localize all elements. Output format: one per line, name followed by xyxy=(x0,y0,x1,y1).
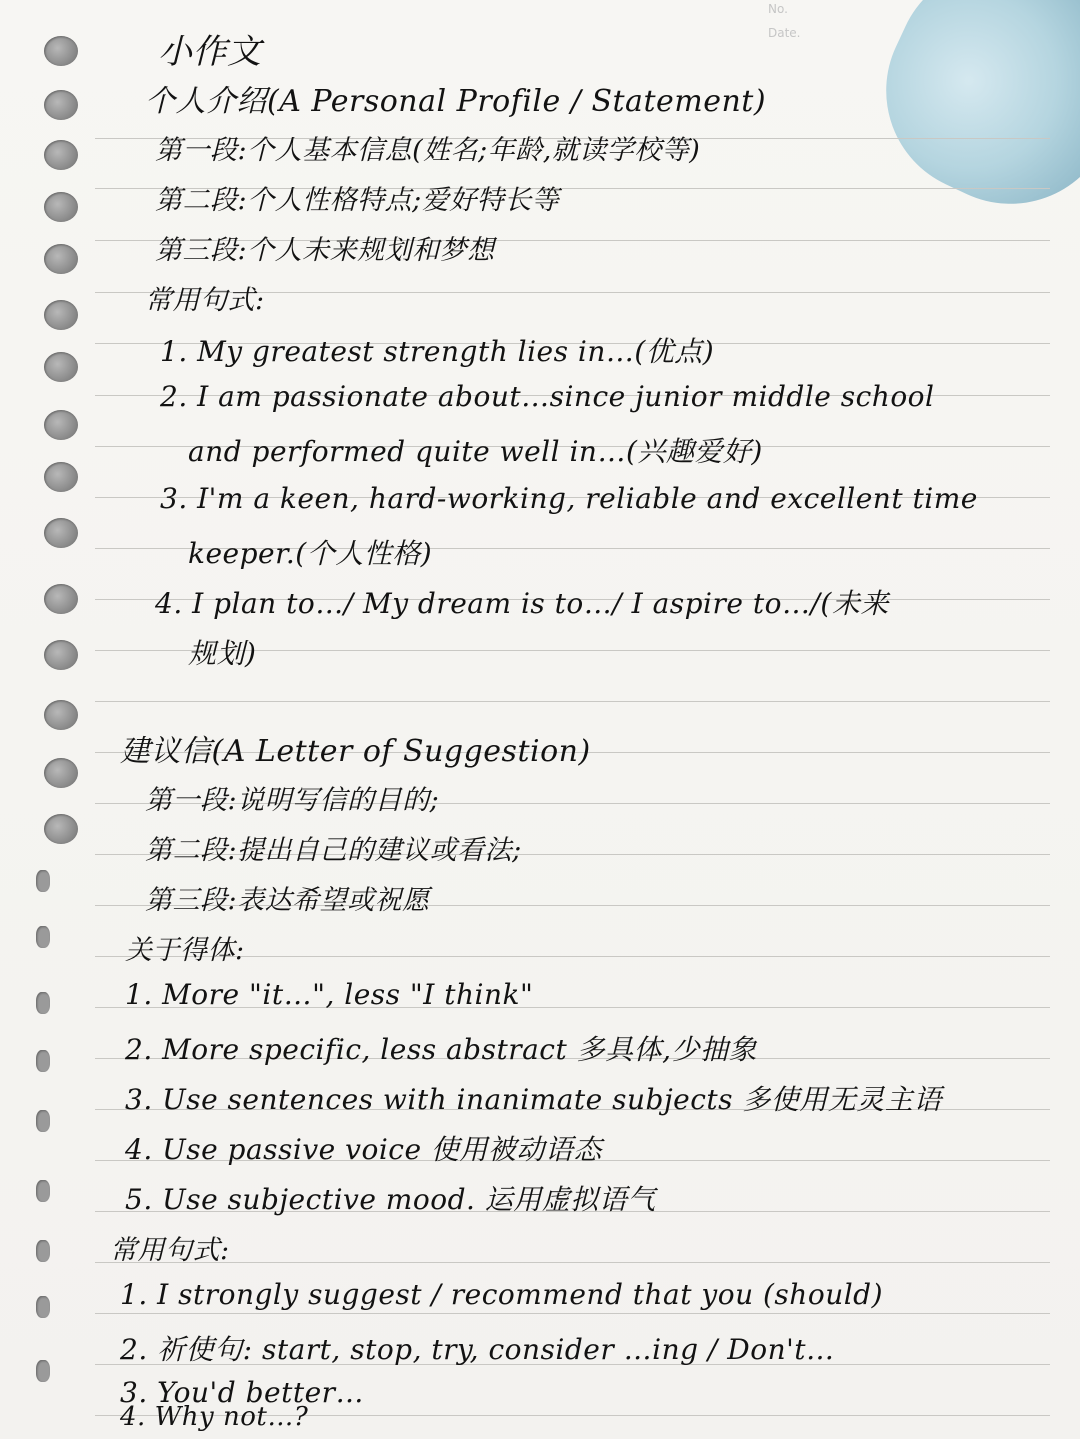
section1-pattern-line: keeper.(个人性格) xyxy=(188,537,433,570)
section1-pattern-line: and performed quite well in…(兴趣爱好) xyxy=(188,435,763,468)
section1-paragraph1-note: 第一段:个人基本信息(姓名;年龄,就读学校等) xyxy=(155,135,701,166)
section2-paragraph1-note: 第一段:说明写信的目的; xyxy=(145,785,440,816)
page-date-field-label: Date. xyxy=(768,26,801,40)
page-title: 小作文 xyxy=(158,32,262,72)
section2-tip-line: 3. Use sentences with inanimate subjects 多使用无灵主语 xyxy=(125,1083,942,1116)
section2-paragraph2-note: 第二段:提出自己的建议或看法; xyxy=(145,835,522,866)
section1-pattern-line: 1. My greatest strength lies in…(优点) xyxy=(160,335,715,368)
section2-pattern-line: 1. I strongly suggest / recommend that you (should) xyxy=(120,1278,884,1311)
section2-pattern-line: 3. You'd better… xyxy=(120,1376,365,1409)
section2-tip-line: 4. Use passive voice 使用被动语态 xyxy=(125,1133,602,1166)
section2-tip-line: 1. More "it…", less "I think" xyxy=(125,978,534,1011)
section2-patterns-heading: 常用句式: xyxy=(110,1235,230,1266)
section2-pattern-line: 4. Why not…? xyxy=(120,1402,309,1432)
section2-tips-heading: 关于得体: xyxy=(125,935,245,966)
section2-tip-line: 5. Use subjective mood. 运用虚拟语气 xyxy=(125,1183,656,1216)
section1-paragraph2-note: 第二段:个人性格特点;爱好特长等 xyxy=(155,185,560,216)
section2-tip-line: 2. More specific, less abstract 多具体,少抽象 xyxy=(125,1033,758,1066)
section1-pattern-line: 4. I plan to…/ My dream is to…/ I aspire to…/(未来 xyxy=(155,587,889,620)
section1-pattern-line: 规划) xyxy=(188,637,257,670)
section1-patterns-heading: 常用句式: xyxy=(145,285,265,316)
corner-sticker-decoration xyxy=(852,0,1080,238)
section2-title: 建议信(A Letter of Suggestion) xyxy=(120,734,591,769)
section1-pattern-line: 3. I'm a keen, hard-working, reliable and excellent time xyxy=(160,482,978,515)
section1-pattern-line: 2. I am passionate about…since junior middle school xyxy=(160,380,935,413)
section2-paragraph3-note: 第三段:表达希望或祝愿 xyxy=(145,885,430,916)
section1-paragraph3-note: 第三段:个人未来规划和梦想 xyxy=(155,235,495,266)
section2-pattern-line: 2. 祈使句: start, stop, try, consider …ing / Don't… xyxy=(120,1333,835,1366)
page-number-field-label: No. xyxy=(768,2,788,16)
section1-title: 个人介绍(A Personal Profile / Statement) xyxy=(145,84,767,119)
